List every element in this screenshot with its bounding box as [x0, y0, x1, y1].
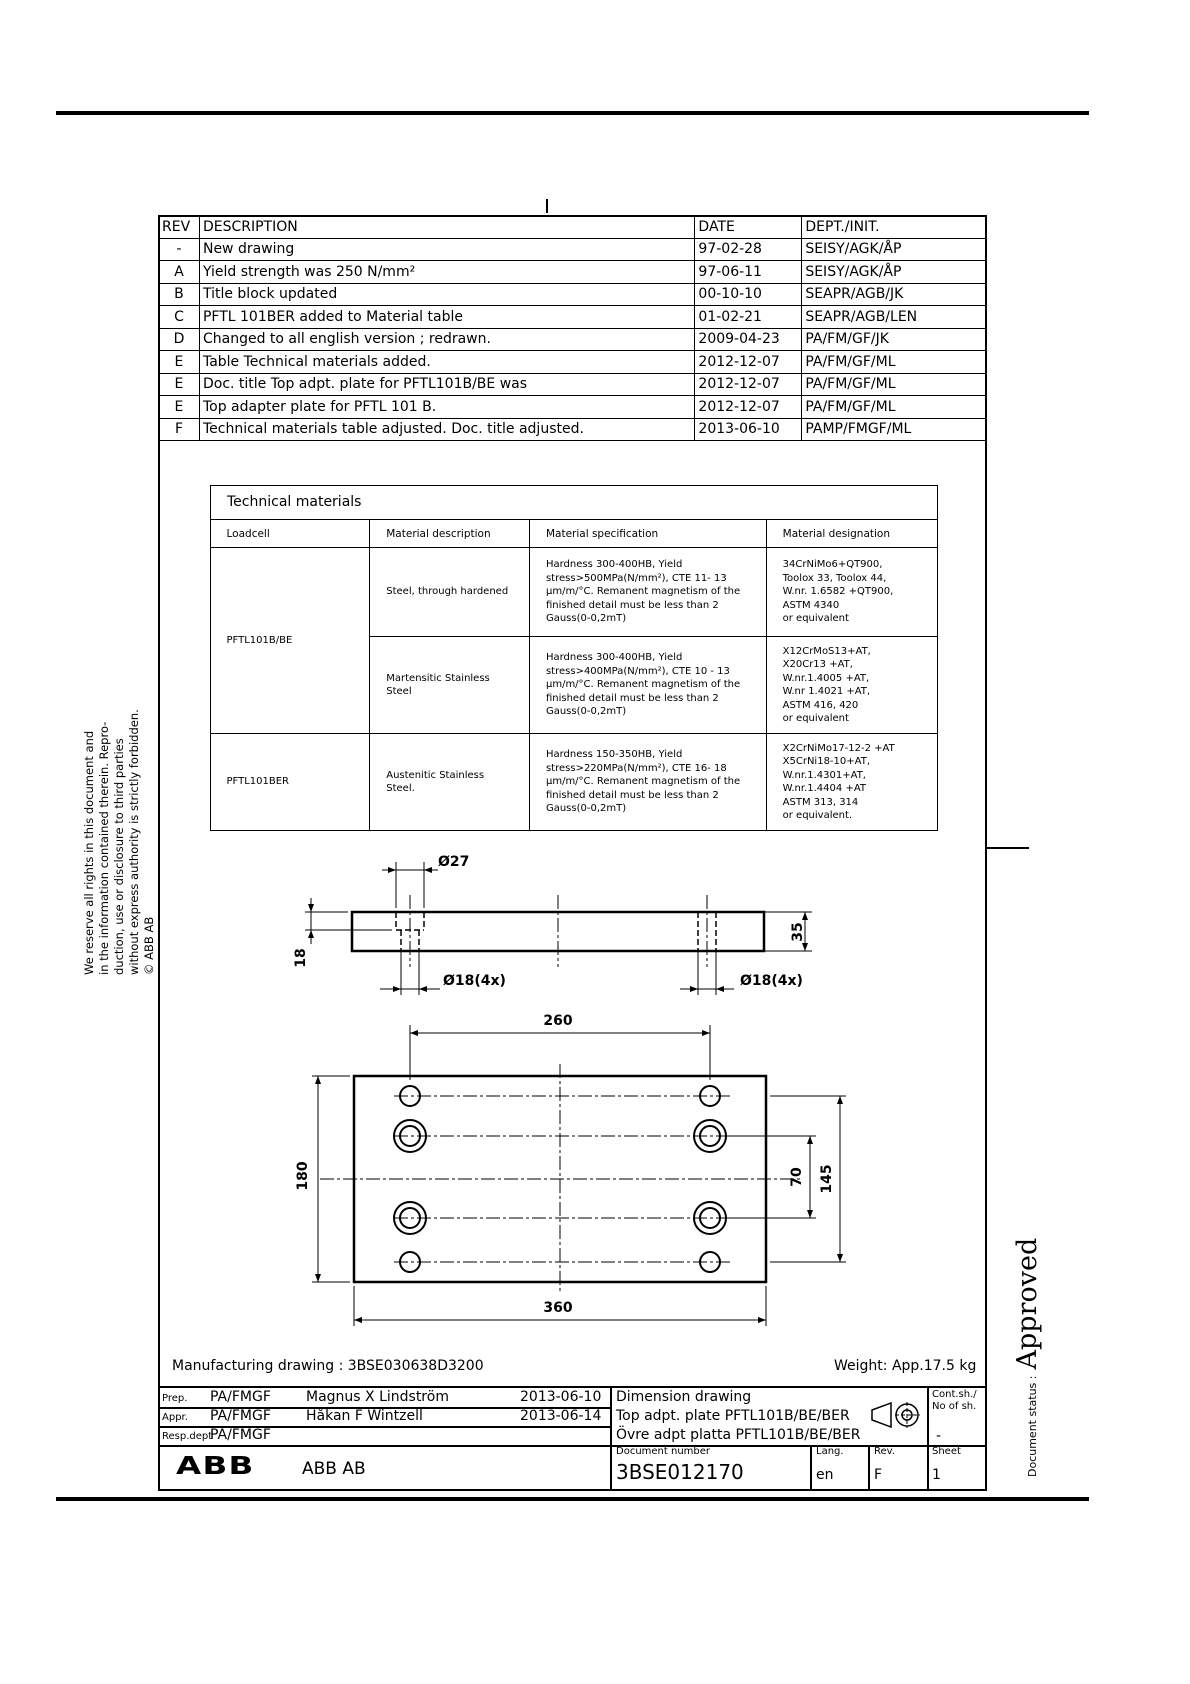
company-name: ABB AB: [302, 1459, 366, 1479]
tb-row-line: [158, 1445, 987, 1447]
dim-outer-y-label: 145: [819, 1164, 835, 1194]
dim-inner-y-label: 70: [789, 1167, 805, 1187]
date-cell: 2012-12-07: [695, 351, 802, 374]
dept-cell: PA/FM/GF/ML: [802, 351, 987, 374]
lang-value: en: [816, 1467, 834, 1483]
dim-counterbore-label: Ø27: [438, 854, 470, 870]
description-cell: Doc. title Top adpt. plate for PFTL101B/BE was: [199, 373, 694, 396]
dim-holes-right-label: Ø18(4x): [740, 973, 803, 989]
dept-cell: PA/FM/GF/JK: [802, 328, 987, 351]
description-cell: Top adapter plate for PFTL 101 B.: [199, 396, 694, 419]
loadcell-cell: PFTL101BER: [210, 734, 370, 831]
dim-thickness-label: 35: [790, 922, 806, 942]
cont-sheet-label: Cont.sh./ No of sh.: [932, 1389, 977, 1412]
side-view-centerlines: [410, 895, 707, 967]
dim-width-label: 180: [295, 1161, 311, 1191]
material-description-cell: Austenitic Stainless Steel.: [370, 734, 530, 831]
dept-cell: SEAPR/AGB/LEN: [802, 306, 987, 329]
lang-label: Lang.: [816, 1446, 844, 1457]
material-description-header: Material description: [370, 520, 530, 548]
date-header: DATE: [695, 216, 802, 239]
appr-date: 2013-06-14: [520, 1408, 602, 1424]
description-cell: Table Technical materials added.: [199, 351, 694, 374]
tb-col-line: [927, 1388, 929, 1491]
dimension-labels: [293, 854, 835, 1316]
rev-cell: A: [159, 261, 200, 284]
prep-name: Magnus X Lindström: [306, 1389, 449, 1405]
material-specification-header: Material specification: [529, 520, 766, 548]
rev-cell: C: [159, 306, 200, 329]
projection-symbol-icon: [869, 1400, 921, 1430]
rev-cell: F: [159, 418, 200, 441]
dim-holes-left-label: Ø18(4x): [443, 973, 506, 989]
appr-name: Håkan F Wintzell: [306, 1408, 423, 1424]
material-specification-cell: Hardness 300-400HB, Yield stress>400MPa(N/mm²), CTE 10 - 13 µm/m/°C. Remanent magnetism of the finished detail must be less than 2 Gauss(0-0,2mT): [529, 637, 766, 734]
dept-header: DEPT./INIT.: [802, 216, 987, 239]
material-designation-cell: X12CrMoS13+AT, X20Cr13 +AT, W.nr.1.4005 +AT, W.nr 1.4021 +AT, ASTM 416, 420 or equivalent: [766, 637, 937, 734]
appr-label: Appr.: [162, 1412, 188, 1423]
material-designation-cell: X2CrNiMo17-12-2 +AT X5CrNi18-10+AT, W.nr.1.4301+AT, W.nr.1.4404 +AT ASTM 313, 314 or equivalent.: [766, 734, 937, 831]
description-header: DESCRIPTION: [199, 216, 694, 239]
document-status: [1012, 1238, 1043, 1477]
dept-cell: SEAPR/AGB/JK: [802, 283, 987, 306]
prep-date: 2013-06-10: [520, 1389, 602, 1405]
tb-col-line: [810, 1445, 812, 1491]
dept-cell: PA/FM/GF/ML: [802, 396, 987, 419]
description-cell: Technical materials table adjusted. Doc. title adjusted.: [199, 418, 694, 441]
date-cell: 2012-12-07: [695, 396, 802, 419]
dept-cell: SEISY/AGK/ÅP: [802, 238, 987, 261]
title-block: [158, 1386, 987, 1491]
prep-dept: PA/FMGF: [210, 1389, 271, 1405]
weight-note: Weight: App.17.5 kg: [834, 1358, 977, 1374]
cont-sheet-value: -: [936, 1428, 942, 1444]
title-line-1: Dimension drawing: [616, 1389, 752, 1405]
abb-logo: ABB: [176, 1451, 255, 1480]
loadcell-header: Loadcell: [210, 520, 370, 548]
rev-value: F: [874, 1467, 883, 1483]
resp-dept: PA/FMGF: [210, 1427, 271, 1443]
dim-hole-spacing-x-label: 260: [543, 1013, 573, 1029]
date-cell: 00-10-10: [695, 283, 802, 306]
dept-cell: PAMP/FMGF/ML: [802, 418, 987, 441]
description-cell: Title block updated: [199, 283, 694, 306]
document-number: 3BSE012170: [616, 1460, 744, 1484]
date-cell: 2009-04-23: [695, 328, 802, 351]
dept-cell: PA/FM/GF/ML: [802, 373, 987, 396]
material-specification-cell: Hardness 300-400HB, Yield stress>500MPa(N/mm²), CTE 11- 13 µm/m/°C. Remanent magnetism of the finished detail must be less than 2 Gauss(0-0,2mT): [529, 548, 766, 637]
title-line-3: Övre adpt platta PFTL101B/BE/BER: [616, 1427, 861, 1443]
dim-length-label: 360: [543, 1300, 573, 1316]
document-status-label: Document status :: [1026, 1375, 1039, 1477]
loadcell-cell: PFTL101B/BE: [210, 548, 370, 734]
rev-cell: D: [159, 328, 200, 351]
resp-dept-label: Resp.dept: [162, 1431, 213, 1442]
technical-materials-title: Technical materials: [227, 494, 362, 510]
sheet-label: Sheet: [932, 1446, 961, 1457]
material-designation-cell: 34CrNiMo6+QT900, Toolox 33, Toolox 44, W.nr. 1.6582 +QT900, ASTM 4340 or equivalent: [766, 548, 937, 637]
document-number-label: Document number: [616, 1446, 711, 1457]
rev-cell: E: [159, 373, 200, 396]
tb-col-line: [610, 1388, 612, 1491]
appr-dept: PA/FMGF: [210, 1408, 271, 1424]
description-cell: Yield strength was 250 N/mm²: [199, 261, 694, 284]
material-description-cell: Steel, through hardened: [370, 548, 530, 637]
material-description-cell: Martensitic Stainless Steel: [370, 637, 530, 734]
date-cell: 97-06-11: [695, 261, 802, 284]
counterbore-hidden-lines: [396, 912, 716, 951]
manufacturing-drawing-note: Manufacturing drawing : 3BSE030638D3200: [172, 1358, 484, 1374]
dim-counterbore-depth-label: 18: [293, 948, 309, 968]
rights-notice: We reserve all rights in this document and in the information contained therein. Repro- duction, use or disclosure to third parties without express authority is strictly forbidden. © ABB AB: [82, 709, 156, 975]
material-designation-header: Material designation: [766, 520, 937, 548]
rev-cell: E: [159, 396, 200, 419]
date-cell: 2012-12-07: [695, 373, 802, 396]
rev-header: REV: [159, 216, 200, 239]
dept-cell: SEISY/AGK/ÅP: [802, 261, 987, 284]
rev-cell: B: [159, 283, 200, 306]
date-cell: 01-02-21: [695, 306, 802, 329]
description-cell: PFTL 101BER added to Material table: [199, 306, 694, 329]
title-line-2: Top adpt. plate PFTL101B/BE/BER: [616, 1408, 850, 1424]
rev-cell: E: [159, 351, 200, 374]
top-view-centerlines: [320, 1064, 800, 1294]
prep-label: Prep.: [162, 1393, 188, 1404]
material-specification-cell: Hardness 150-350HB, Yield stress>220MPa(N/mm²), CTE 16- 18 µm/m/°C. Remanent magnetism of the finished detail must be less than 2 Gauss(0-0,2mT): [529, 734, 766, 831]
rev-label: Rev.: [874, 1446, 895, 1457]
sheet-value: 1: [932, 1467, 941, 1483]
description-cell: Changed to all english version ; redrawn.: [199, 328, 694, 351]
tb-col-line: [868, 1445, 870, 1491]
date-cell: 97-02-28: [695, 238, 802, 261]
description-cell: New drawing: [199, 238, 694, 261]
rev-cell: -: [159, 238, 200, 261]
date-cell: 2013-06-10: [695, 418, 802, 441]
document-status-value: Approved: [1012, 1237, 1043, 1370]
